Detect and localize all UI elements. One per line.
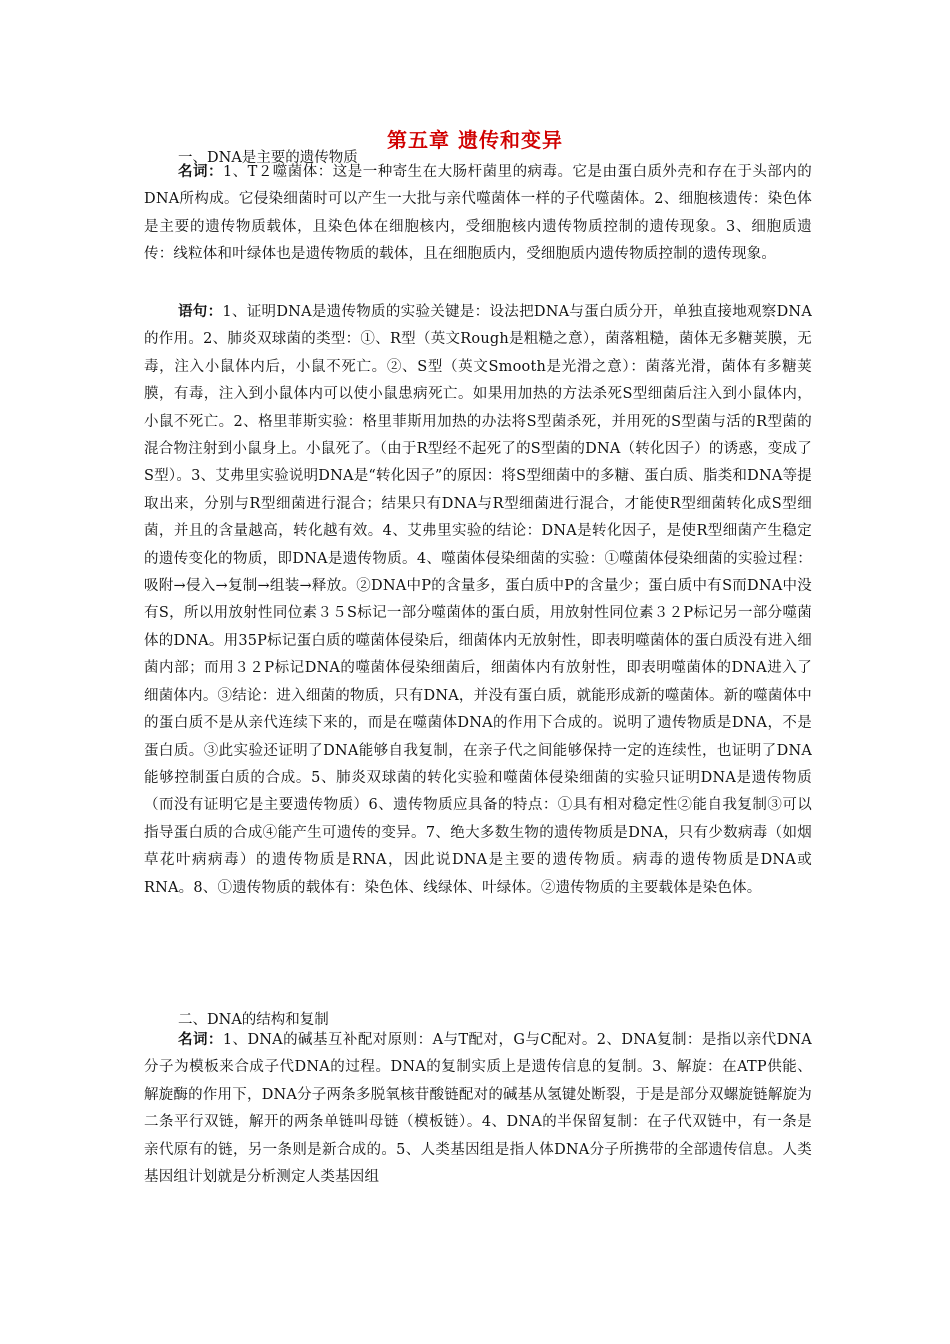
section-heading-1: 一、DNA是主要的遗传物质 [178,150,358,166]
chapter-title: 第五章 遗传和变异 [387,128,563,152]
sentences-text: 1、证明DNA是遗传物质的实验关键是：设法把DNA与蛋白质分开，单独直接地观察DNA的作用。2、肺炎双球菌的类型：①、R型（英文Rough是粗糙之意），菌落粗糙，菌体无多糖荚膜，无毒，注入小鼠体内后，小鼠不死亡。②、S型（英文Smooth是光滑之意）：菌落光滑，菌体有多糖荚膜，有毒，注入到小鼠体内可以使小鼠患病死亡。如果用加热的方法杀死S型细菌后注入到小鼠体内，小鼠不死亡。2、格里菲斯实验：格里菲斯用加热的办法将S型菌杀死，并用死的S型菌与活的R型菌的混合物注射到小鼠身上。小鼠死了。（由于R型经不起死了的S型菌的DNA（转化因子）的诱惑，变成了S型）。3、艾弗里实验说明DNA是“转化因子”的原因：将S型细菌中的多糖、蛋白质、脂类和DNA等提取出来，分别与R型细菌进行混合；结果只有DNA与R型细菌进行混合，才能使R型细菌转化成S型细菌，并且的含量越高，转化越有效。4、艾弗里实验的结论：DNA是转化因子，是使R型细菌产生稳定的遗传变化的物质，即DNA是遗传物质。4、噬菌体侵染细菌的实验：①噬菌体侵染细菌的实验过程：吸附→侵入→复制→组装→释放。②DNA中P的含量多，蛋白质中P的含量少；蛋白质中有S而DNA中没有S，所以用放射性同位素３５S标记一部分噬菌体的蛋白质，用放射性同位素３２P标记另一部分噬菌体的DNA。用35P标记蛋白质的噬菌体侵染后，细菌体内无放射性，即表明噬菌体的蛋白质没有进入细菌内部；而用３２P标记DNA的噬菌体侵染细菌后，细菌体内有放射性，即表明噬菌体的DNA进入了细菌体内。③结论：进入细菌的物质，只有DNA，并没有蛋白质，就能形成新的噬菌体。新的噬菌体中的蛋白质不是从亲代连续下来的，而是在噬菌体DNA的作用下合成的。说明了遗传物质是DNA，不是蛋白质。③此实验还证明了DNA能够自我复制，在亲子代之间能够保持一定的连续性，也证明了DNA能够控制蛋白质的合成。5、肺炎双球菌的转化实验和噬菌体侵染细菌的实验只证明DNA是遗传物质（而没有证明它是主要遗传物质）6、遗传物质应具备的特点：①具有相对稳定性②能自我复制③可以指导蛋白质的合成④能产生可遗传的变异。7、绝大多数生物的遗传物质是DNA，只有少数病毒（如烟草花叶病病毒）的遗传物质是RNA，因此说DNA是主要的遗传物质。病毒的遗传物质是DNA或RNA。8、①遗传物质的载体有：染色体、线绿体、叶绿体。②遗传物质的主要载体是染色体。 [144,304,812,896]
paragraph-terms-1 [144,158,812,269]
terms-label-2: 名词： [178,1031,223,1048]
sentences-label: 语句： [178,303,223,320]
paragraph-terms-2 [144,1026,812,1191]
section-heading-2: 二、DNA的结构和复制 [178,1012,329,1028]
terms-label: 名词： [178,163,223,180]
terms-text-2: 1、DNA的碱基互补配对原则：A与T配对，G与C配对。2、DNA复制：是指以亲代DNA分子为模板来合成子代DNA的过程。DNA的复制实质上是遗传信息的复制。3、解旋：在ATP供能、解旋酶的作用下，DNA分子两条多脱氧核苷酸链配对的碱基从氢键处断裂，于是是部分双螺旋链解旋为二条平行双链，解开的两条单链叫母链（模板链）。4、DNA的半保留复制：在子代双链中，有一条是亲代原有的链，另一条则是新合成的。5、人类基因组是指人体DNA分子所携带的全部遗传信息。人类基因组计划就是分析测定人类基因组 [144,1032,812,1186]
terms-text: 1、T２噬菌体：这是一种寄生在大肠杆菌里的病毒。它是由蛋白质外壳和存在于头部内的DNA所构成。它侵染细菌时可以产生一大批与亲代噬菌体一样的子代噬菌体。2、细胞核遗传：染色体是主要的遗传物质载体，且染色体在细胞核内，受细胞核内遗传物质控制的遗传现象。3、细胞质遗传：线粒体和叶绿体也是遗传物质的载体，且在细胞质内，受细胞质内遗传物质控制的遗传现象。 [144,164,812,263]
paragraph-sentences-1 [144,298,812,902]
